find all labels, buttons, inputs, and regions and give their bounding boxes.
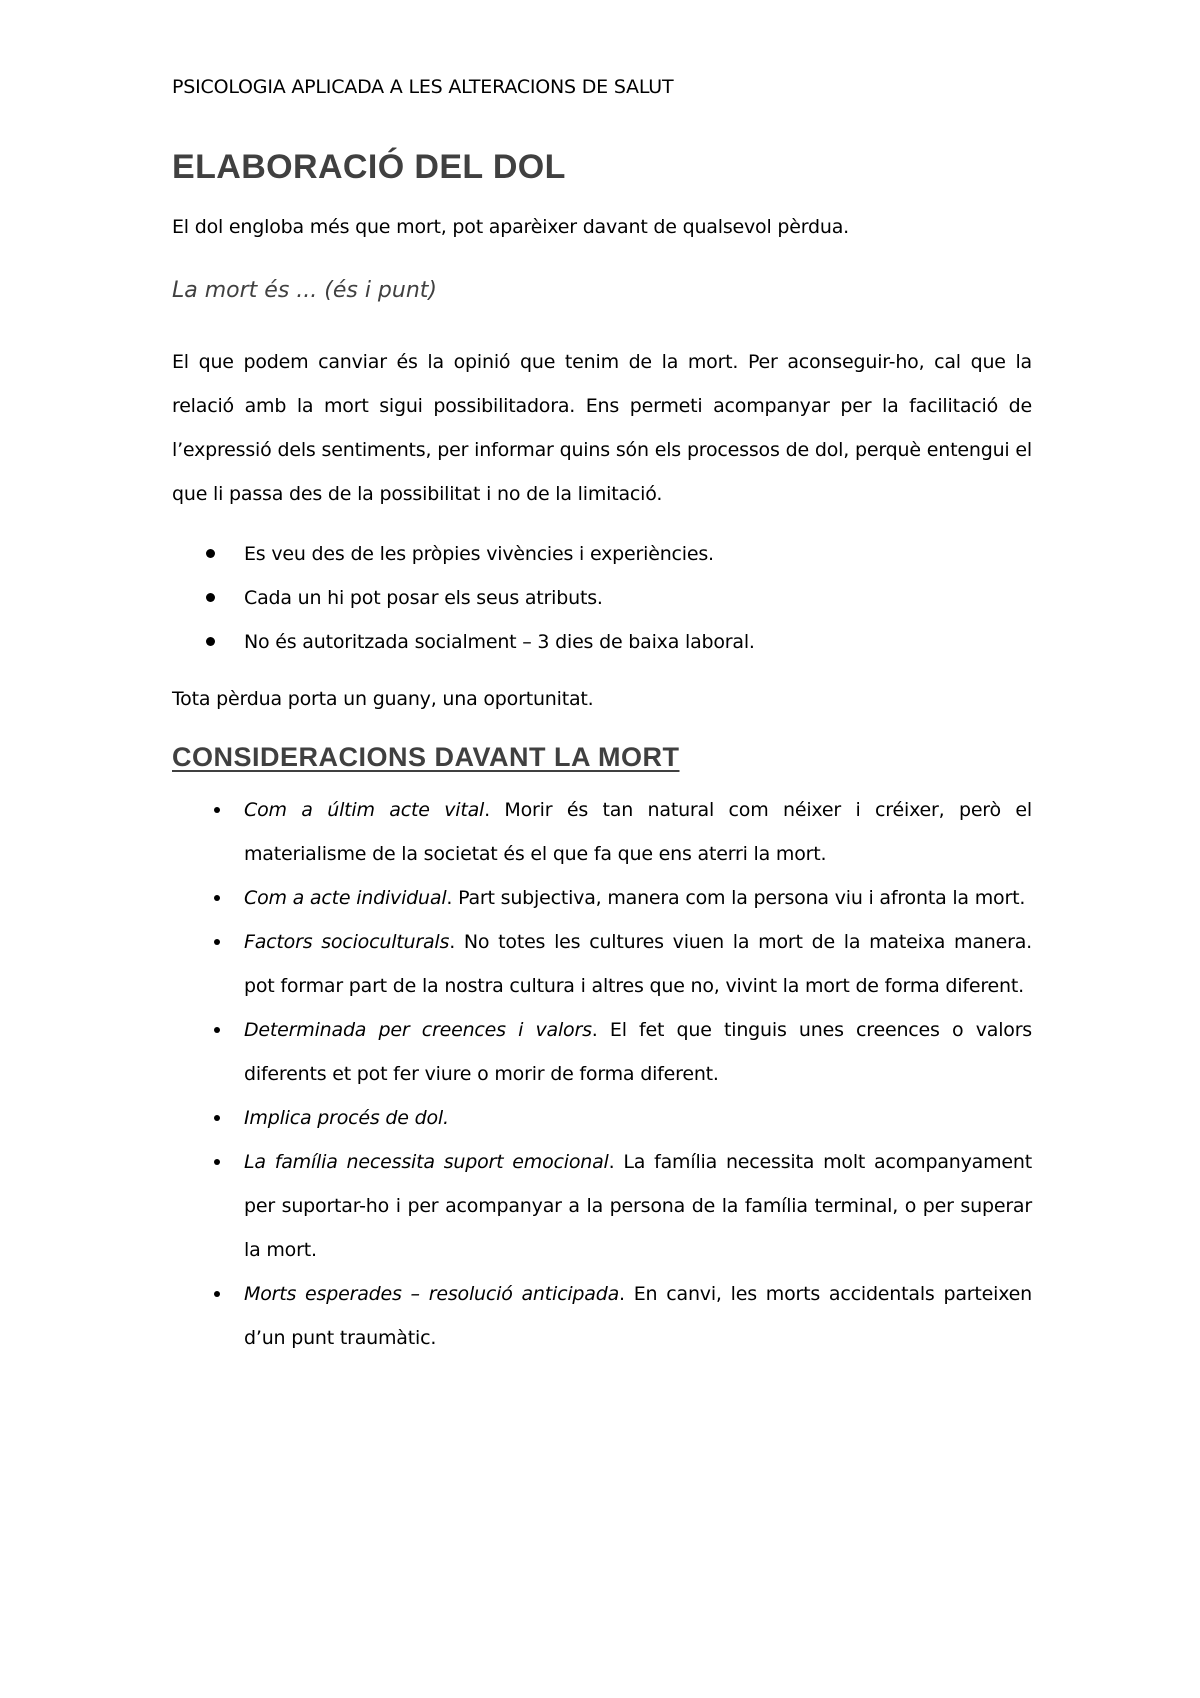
consideration-item <box>172 788 1032 876</box>
consideration-term: Com a acte individual <box>244 887 447 909</box>
consideration-item <box>172 1140 1032 1272</box>
consideration-term: La família necessita suport emocional <box>244 1151 609 1173</box>
bullet-icon <box>214 1159 220 1165</box>
list-item <box>172 620 755 664</box>
bullet-icon <box>214 1115 220 1121</box>
consideration-term: Com a últim acte vital <box>244 799 485 821</box>
consideration-item <box>172 920 1032 1008</box>
consideration-term: Factors socioculturals <box>244 931 450 953</box>
bullet-icon <box>214 895 220 901</box>
consideration-text: . En canvi, les morts accidentals parteixen d’un punt traumàtic. <box>244 1283 1033 1349</box>
consideration-item <box>172 876 1032 920</box>
consideration-term: Implica procés de dol. <box>244 1107 449 1129</box>
bullet-icon <box>214 807 220 813</box>
list-item-text: Es veu des de les pròpies vivències i experiències. <box>244 543 714 565</box>
consideration-text: . Part subjectiva, manera com la persona viu i afronta la mort. <box>446 887 1026 909</box>
consideration-item <box>172 1272 1032 1360</box>
intro-sentence: El dol engloba més que mort, pot aparèixer davant de qualsevol pèrdua. <box>172 216 850 238</box>
bullet-list <box>172 532 755 664</box>
consideration-text: . No totes les cultures viuen la mort de la mateixa manera. pot formar part de la nostra cultura i altres que no, vivint la mort de forma diferent. <box>244 931 1032 997</box>
bullet-icon <box>214 939 220 945</box>
bullet-icon <box>214 1291 220 1297</box>
page-title: ELABORACIÓ DEL DOL <box>172 148 566 186</box>
list-item <box>172 576 755 620</box>
bullet-icon <box>206 593 215 602</box>
bullet-icon <box>206 549 215 558</box>
consideration-term: Morts esperades – resolució anticipada <box>244 1283 620 1305</box>
running-header: PSICOLOGIA APLICADA A LES ALTERACIONS DE SALUT <box>172 76 674 98</box>
body-paragraph: El que podem canviar és la opinió que tenim de la mort. Per aconseguir-ho, cal que la relació amb la mort sigui possibilitadora. Ens permeti acompanyar per la facilitació de l’expressió dels sentiments, per informar quins són els processos de dol, perquè entengui el que li passa des de la possibilitat i no de la limitació. <box>172 351 1032 505</box>
considerations-list <box>172 788 1032 1360</box>
consideration-text: . Morir és tan natural com néixer i créixer, però el materialisme de la societat és el que fa que ens aterri la mort. <box>244 799 1032 865</box>
bullet-icon <box>206 637 215 646</box>
consideration-item <box>172 1096 1032 1140</box>
list-item-text: Cada un hi pot posar els seus atributs. <box>244 587 603 609</box>
list-item-text: No és autoritzada socialment – 3 dies de baixa laboral. <box>244 631 755 653</box>
list-item <box>172 532 755 576</box>
bullet-icon <box>214 1027 220 1033</box>
consideration-text: . El fet que tinguis unes creences o valors diferents et pot fer viure o morir de forma diferent. <box>244 1019 1033 1085</box>
subtitle: La mort és ... (és i punt) <box>172 278 437 303</box>
consideration-term: Determinada per creences i valors <box>244 1019 592 1041</box>
consideration-text: . La família necessita molt acompanyament per suportar-ho i per acompanyar a la persona de la família terminal, o per superar la mort. <box>244 1151 1032 1261</box>
section-heading: CONSIDERACIONS DAVANT LA MORT <box>172 742 680 772</box>
consideration-item <box>172 1008 1032 1096</box>
closing-sentence: Tota pèrdua porta un guany, una oportunitat. <box>172 688 594 710</box>
